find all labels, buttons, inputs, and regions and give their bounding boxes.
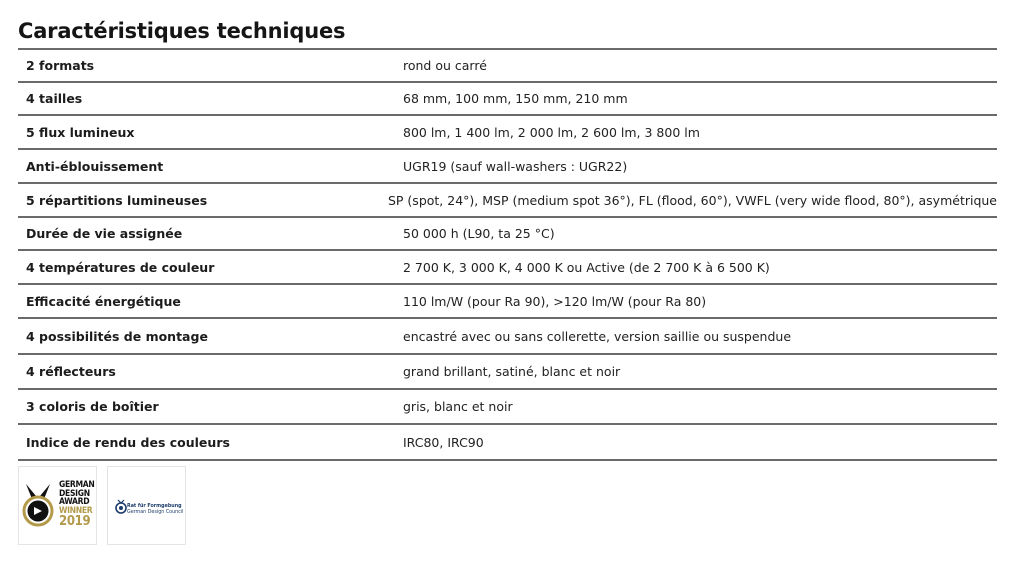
spec-value: 800 lm, 1 400 lm, 2 000 lm, 2 600 lm, 3 800 lm bbox=[403, 124, 700, 140]
award-badges bbox=[18, 466, 186, 545]
council-subtitle: German Design Council bbox=[127, 509, 184, 515]
spec-value: rond ou carré bbox=[403, 58, 487, 73]
council-logo-icon bbox=[114, 499, 128, 515]
spec-value: UGR19 (sauf wall-washers : UGR22) bbox=[403, 158, 628, 174]
spec-label: 4 réflecteurs bbox=[26, 364, 116, 379]
spec-value: IRC80, IRC90 bbox=[403, 434, 484, 450]
spec-label: 3 coloris de boîtier bbox=[26, 399, 159, 414]
council-wordmark bbox=[127, 504, 184, 515]
spec-label: Indice de rendu des couleurs bbox=[26, 434, 230, 450]
award-line: AWARD bbox=[59, 497, 90, 507]
spec-table bbox=[18, 48, 997, 461]
spec-label: 2 formats bbox=[26, 58, 95, 73]
award-medal-icon bbox=[20, 480, 60, 534]
spec-row bbox=[18, 150, 997, 184]
spec-value: gris, blanc et noir bbox=[403, 399, 513, 414]
spec-row bbox=[18, 285, 997, 319]
award-line: GERMAN bbox=[59, 480, 95, 490]
spec-label: 5 flux lumineux bbox=[26, 124, 135, 140]
spec-row bbox=[18, 116, 997, 150]
spec-value: 110 lm/W (pour Ra 90), >120 lm/W (pour Ra 80) bbox=[403, 293, 707, 309]
spec-row bbox=[18, 184, 997, 218]
german-design-award-badge bbox=[18, 466, 97, 545]
spec-value: 68 mm, 100 mm, 150 mm, 210 mm bbox=[403, 91, 628, 106]
spec-row bbox=[18, 50, 997, 83]
page-title: Caractéristiques techniques bbox=[18, 19, 346, 43]
award-year: 2019 bbox=[59, 514, 91, 529]
spec-label: 4 tailles bbox=[26, 91, 83, 106]
council-name: Rat für Formgebung bbox=[127, 504, 182, 509]
award-line: DESIGN bbox=[59, 488, 90, 499]
spec-label: Efficacité énergétique bbox=[26, 293, 181, 309]
spec-row bbox=[18, 218, 997, 251]
spec-label: Durée de vie assignée bbox=[26, 226, 183, 241]
spec-row bbox=[18, 425, 997, 461]
spec-value: 2 700 K, 3 000 K, 4 000 K ou Active (de 2 700 K à 6 500 K) bbox=[403, 259, 770, 275]
spec-value: SP (spot, 24°), MSP (medium spot 36°), FL (flood, 60°), VWFL (very wide flood, 80°), asymétrique bbox=[387, 192, 997, 208]
spec-row bbox=[18, 355, 997, 390]
spec-row bbox=[18, 83, 997, 116]
spec-row bbox=[18, 251, 997, 285]
spec-sheet bbox=[18, 14, 997, 461]
spec-label: Anti-éblouissement bbox=[26, 158, 164, 174]
rat-fuer-formgebung-badge bbox=[107, 466, 186, 545]
spec-value: 50 000 h (L90, ta 25 °C) bbox=[403, 226, 555, 241]
spec-row bbox=[18, 319, 997, 355]
spec-label: 4 possibilités de montage bbox=[26, 328, 208, 344]
spec-value: grand brillant, satiné, blanc et noir bbox=[403, 364, 621, 379]
spec-label: 4 températures de couleur bbox=[26, 259, 215, 275]
spec-row bbox=[18, 390, 997, 425]
award-winner-label: WINNER bbox=[59, 505, 93, 516]
award-wordmark bbox=[59, 481, 95, 528]
spec-value: encastré avec ou sans collerette, version saillie ou suspendue bbox=[403, 328, 792, 344]
spec-label: 5 répartitions lumineuses bbox=[26, 192, 208, 208]
